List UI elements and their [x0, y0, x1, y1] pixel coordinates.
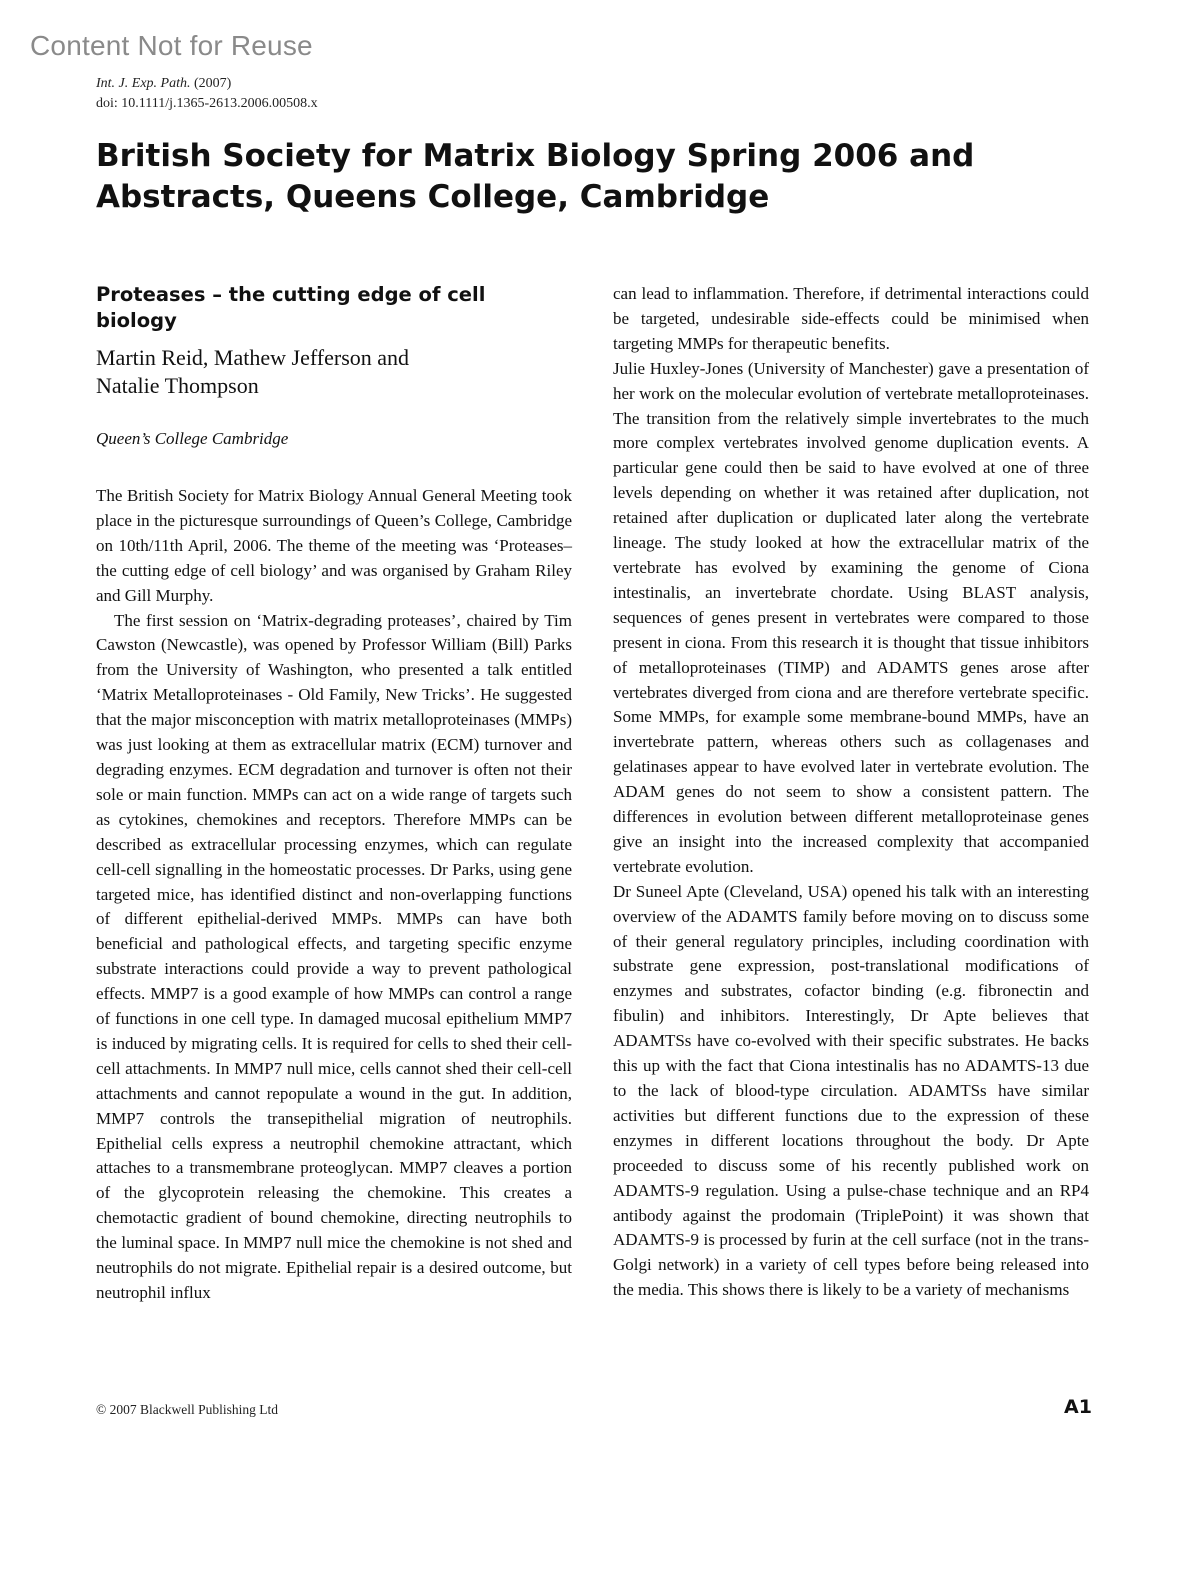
section-title: Proteases – the cutting edge of cell biology — [96, 283, 486, 332]
left-body-text — [96, 484, 572, 1306]
right-column — [613, 282, 1089, 1303]
journal-name: Int. J. Exp. Path. — [96, 76, 191, 91]
affiliation: Queen’s College Cambridge — [96, 429, 289, 448]
watermark-text: Content Not for Reuse — [30, 30, 313, 61]
author-list: Martin Reid, Mathew Jefferson and Natalie Thompson — [96, 345, 410, 398]
paragraph: can lead to inflammation. Therefore, if detrimental interactions could be targeted, undesirable side-effects could be minimised when targeting MMPs for therapeutic benefits. — [613, 284, 1089, 353]
right-body-text — [613, 282, 1089, 1303]
journal-header — [96, 74, 318, 114]
copyright-notice: © 2007 Blackwell Publishing Ltd — [96, 1402, 278, 1417]
journal-doi: doi: 10.1111/j.1365-2613.2006.00508.x — [96, 96, 318, 111]
paragraph: The first session on ‘Matrix-degrading proteases’, chaired by Tim Cawston (Newcastle), was opened by Professor William (Bill) Parks from the University of Washington, who presented a talk entitled ‘Matrix Metalloproteinases - Old Family, New Tricks’. He suggested that the major misconception with matrix metalloproteinases (MMPs) was just looking at them as extracellular matrix (ECM) turnover and degrading enzymes. ECM degradation and turnover is often not their sole or main function. MMPs can act on a wide range of targets such as cytokines, chemokines and receptors. Therefore MMPs can be described as extracellular processing enzymes, which can regulate cell-cell signalling in the homeostatic processes. Dr Parks, using gene targeted mice, has identified distinct and non-overlapping functions of different epithelial-derived MMPs. MMPs can have both beneficial and pathological effects, and targeting specific enzyme substrate interactions could provide a way to prevent pathological effects. MMP7 is a good example of how MMPs can control a range of functions in one cell type. In damaged mucosal epithelium MMP7 is induced by migrating cells. It is required for cells to shed their cell-cell attachments. In MMP7 null mice, cells cannot shed their cell-cell attachments and cannot repopulate a wound in the gut. In addition, MMP7 controls the transepithelial migration of neutrophils. Epithelial cells express a neutrophil chemokine attractant, which attaches to a transmembrane proteoglycan. MMP7 cleaves a portion of the glycoprotein releasing the chemokine. This creates a chemotactic gradient of bound chemokine, directing neutrophils to the luminal space. In MMP7 null mice the chemokine is not shed and neutrophils do not migrate. Epithelial repair is a desired outcome, but neutrophil influx — [96, 610, 572, 1302]
journal-year: (2007) — [193, 76, 232, 91]
paragraph: Julie Huxley-Jones (University of Manchester) gave a presentation of her work on the molecular evolution of vertebrate metalloproteinases. The transition from the relatively simple invertebrates to the much more complex vertebrates involved genome duplication events. A particular gene could then be said to have evolved at one of three levels depending on whether it was retained after duplication, not retained after duplication or duplicated later along the vertebrate lineage. The study looked at how the extracellular matrix of the vertebrate has evolved by examining the genome of Ciona intestinalis, an invertebrate chordate. Using BLAST analysis, sequences of genes present in vertebrates were compared to those present in ciona. From this research it is thought that tissue inhibitors of metalloproteinases (TIMP) and ADAMTS genes arose after vertebrates diverged from ciona and are therefore vertebrate specific. Some MMPs, for example some membrane-bound MMPs, have an invertebrate pattern, whereas others such as collagenases and gelatinases appear to have evolved later in vertebrate evolution. The ADAM genes do not seem to show a consistent pattern. The differences in evolution between different metalloproteinase genes give an insight into the increased complexity that accompanied vertebrate evolution. — [613, 358, 1089, 876]
page-title: British Society for Matrix Biology Spring 2006 and Abstracts, Queens College, Cambridge — [96, 138, 975, 215]
paragraph: Dr Suneel Apte (Cleveland, USA) opened his talk with an interesting overview of the ADAMTS family before moving on to discuss some of their general regulatory principles, including coordination with substrate gene expression, post-translational modifications of enzymes and substrates, cofactor binding (e.g. fibronectin and fibulin) and inhibitors. Interestingly, Dr Apte believes that ADAMTSs have co-evolved with their specific substrates. He backs this up with the fact that Ciona intestinalis has no ADAMTS-13 due to the lack of blood-type circulation. ADAMTSs have similar activities but different functions due to the expression of these enzymes in different locations throughout the body. Dr Apte proceeded to discuss some of his recently published work on ADAMTS-9 regulation. Using a pulse-chase technique and an RP4 antibody against the prodomain (TriplePoint) it was shown that ADAMTS-9 is processed by furin at the cell surface (not in the trans-Golgi network) in a variety of cell types before being released into the media. This shows there is likely to be a variety of mechanisms — [613, 881, 1089, 1300]
page-number: A1 — [1064, 1396, 1092, 1418]
paragraph: The British Society for Matrix Biology Annual General Meeting took place in the picturesque surroundings of Queen’s College, Cambridge on 10th/11th April, 2006. The theme of the meeting was ‘Proteases–the cutting edge of cell biology’ and was organised by Graham Riley and Gill Murphy. — [96, 486, 572, 605]
left-column — [96, 282, 572, 1306]
